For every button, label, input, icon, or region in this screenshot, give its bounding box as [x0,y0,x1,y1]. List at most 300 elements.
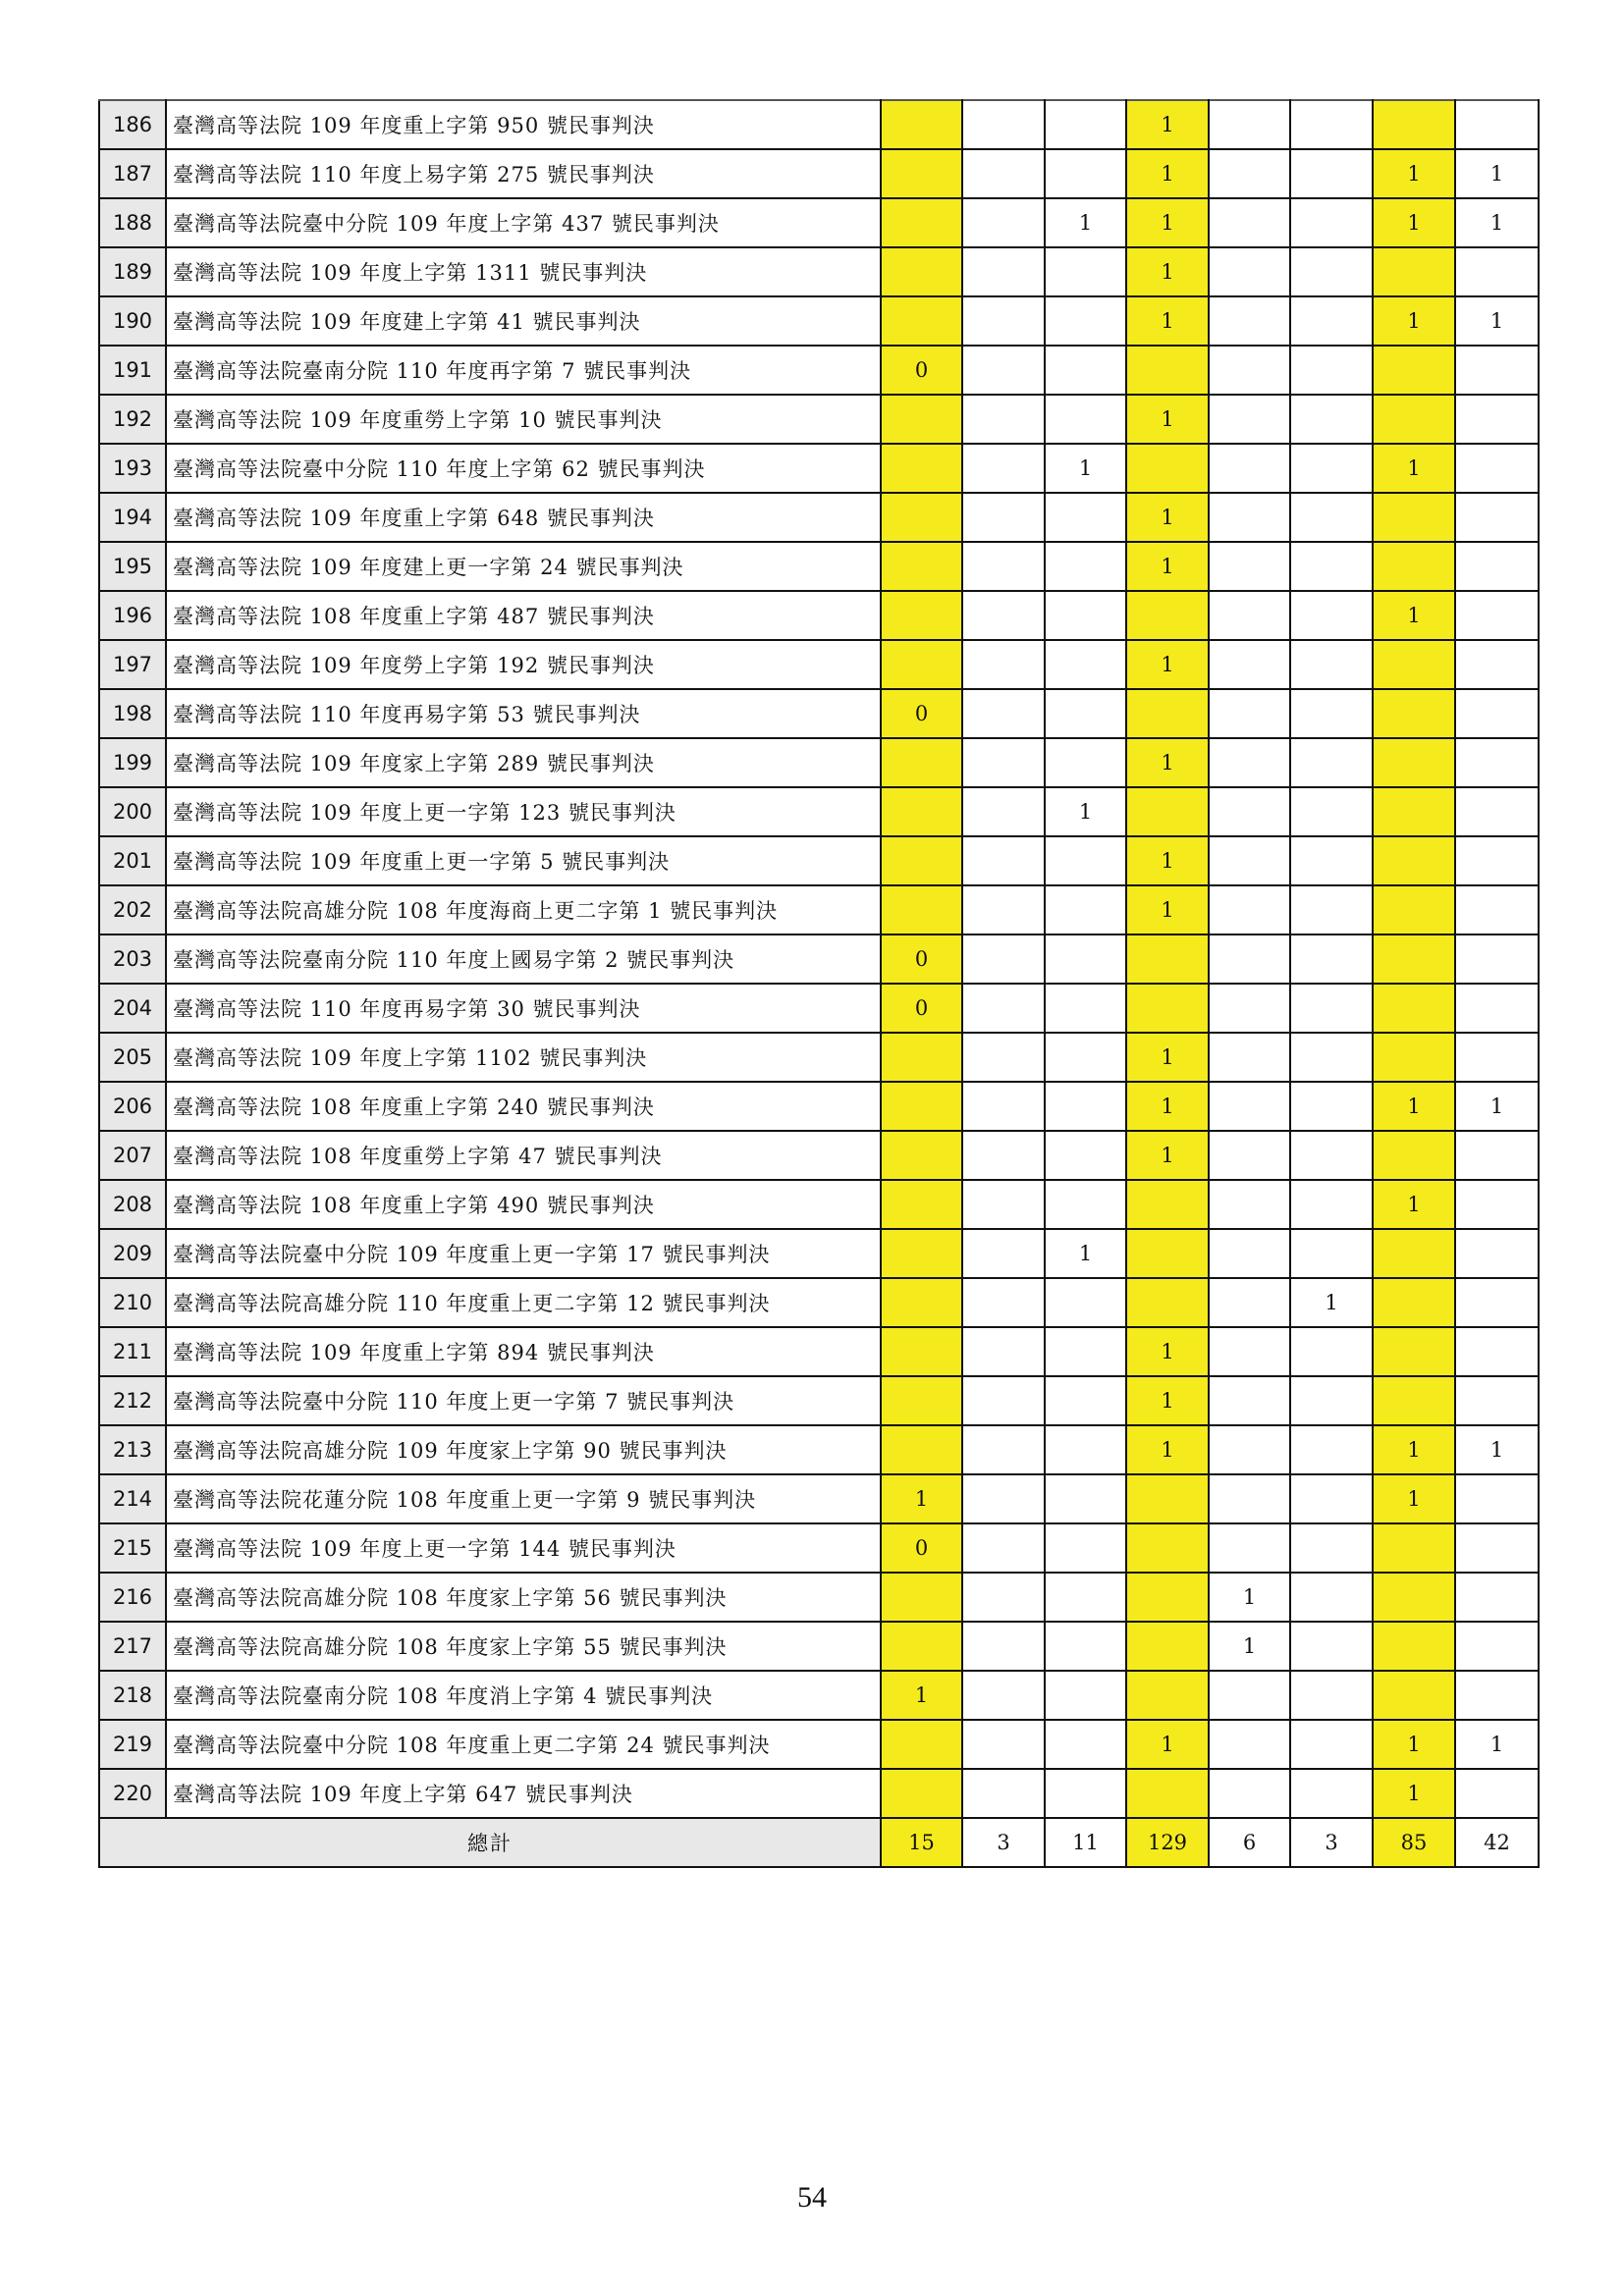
value-cell-col-7 [1373,934,1455,984]
row-number: 206 [99,1082,166,1131]
value-cell-col-5 [1209,1278,1290,1327]
value-cell-col-7: 1 [1373,1425,1455,1474]
row-number: 208 [99,1180,166,1229]
value-cell-col-5: 1 [1209,1573,1290,1622]
value-cell-col-8 [1455,542,1539,591]
value-cell-col-5 [1209,247,1290,296]
value-cell-col-5 [1209,1425,1290,1474]
judgment-name: 臺灣高等法院臺南分院 110 年度再字第 7 號民事判決 [166,346,881,395]
value-cell-col-3 [1045,395,1126,444]
row-number: 220 [99,1769,166,1818]
value-cell-col-4 [1126,1523,1209,1573]
value-cell-col-3: 1 [1045,198,1126,247]
value-cell-col-8 [1455,346,1539,395]
value-cell-col-5 [1209,934,1290,984]
value-cell-col-8 [1455,1131,1539,1180]
value-cell-col-1 [881,1720,962,1769]
value-cell-col-2 [962,100,1045,149]
value-cell-col-1 [881,1278,962,1327]
row-number: 202 [99,885,166,934]
total-cell-col-5: 6 [1209,1818,1290,1867]
judgment-name: 臺灣高等法院 108 年度重上字第 240 號民事判決 [166,1082,881,1131]
value-cell-col-4 [1126,1180,1209,1229]
value-cell-col-5 [1209,1720,1290,1769]
row-number: 187 [99,149,166,198]
table-row [99,1180,1539,1229]
value-cell-col-8 [1455,640,1539,689]
value-cell-col-8 [1455,1523,1539,1573]
value-cell-col-2 [962,1573,1045,1622]
value-cell-col-8 [1455,247,1539,296]
value-cell-col-3 [1045,1278,1126,1327]
value-cell-col-6 [1290,100,1373,149]
value-cell-col-6 [1290,247,1373,296]
value-cell-col-2 [962,542,1045,591]
total-cell-col-6: 3 [1290,1818,1373,1867]
value-cell-col-7 [1373,640,1455,689]
value-cell-col-5 [1209,1523,1290,1573]
table-row [99,984,1539,1033]
value-cell-col-7 [1373,885,1455,934]
value-cell-col-7: 1 [1373,1474,1455,1523]
row-number: 212 [99,1376,166,1425]
value-cell-col-6 [1290,1769,1373,1818]
table-row [99,738,1539,787]
table-row [99,444,1539,493]
value-cell-col-2 [962,984,1045,1033]
value-cell-col-4: 1 [1126,836,1209,885]
value-cell-col-5 [1209,1229,1290,1278]
value-cell-col-8: 1 [1455,198,1539,247]
value-cell-col-1: 1 [881,1671,962,1720]
judgment-name: 臺灣高等法院臺南分院 108 年度消上字第 4 號民事判決 [166,1671,881,1720]
value-cell-col-6 [1290,542,1373,591]
value-cell-col-2 [962,395,1045,444]
value-cell-col-1: 0 [881,934,962,984]
value-cell-col-1: 0 [881,689,962,738]
value-cell-col-7: 1 [1373,296,1455,346]
value-cell-col-5 [1209,1327,1290,1376]
value-cell-col-4: 1 [1126,395,1209,444]
total-cell-col-8: 42 [1455,1818,1539,1867]
table-row [99,1131,1539,1180]
row-number: 188 [99,198,166,247]
table-row [99,493,1539,542]
judgment-name: 臺灣高等法院 109 年度勞上字第 192 號民事判決 [166,640,881,689]
value-cell-col-1 [881,149,962,198]
value-cell-col-6 [1290,1474,1373,1523]
value-cell-col-6 [1290,1376,1373,1425]
value-cell-col-2 [962,885,1045,934]
judgment-name: 臺灣高等法院 109 年度重上字第 950 號民事判決 [166,100,881,149]
row-number: 192 [99,395,166,444]
value-cell-col-3 [1045,1671,1126,1720]
value-cell-col-5 [1209,984,1290,1033]
value-cell-col-5 [1209,738,1290,787]
value-cell-col-8 [1455,1278,1539,1327]
value-cell-col-4: 1 [1126,198,1209,247]
judgment-name: 臺灣高等法院臺中分院 109 年度上字第 437 號民事判決 [166,198,881,247]
value-cell-col-5 [1209,1180,1290,1229]
table-row [99,1425,1539,1474]
value-cell-col-4 [1126,346,1209,395]
judgment-name: 臺灣高等法院花蓮分院 108 年度重上更一字第 9 號民事判決 [166,1474,881,1523]
value-cell-col-8 [1455,689,1539,738]
row-number: 200 [99,787,166,836]
value-cell-col-2 [962,689,1045,738]
value-cell-col-8 [1455,1229,1539,1278]
value-cell-col-1 [881,1376,962,1425]
value-cell-col-7 [1373,1278,1455,1327]
value-cell-col-1 [881,836,962,885]
value-cell-col-4: 1 [1126,493,1209,542]
value-cell-col-1 [881,1033,962,1082]
value-cell-col-6 [1290,787,1373,836]
judgment-name: 臺灣高等法院 109 年度上更一字第 144 號民事判決 [166,1523,881,1573]
judgment-name: 臺灣高等法院 109 年度重勞上字第 10 號民事判決 [166,395,881,444]
row-number: 191 [99,346,166,395]
table-row [99,1622,1539,1671]
judgment-name: 臺灣高等法院 108 年度重勞上字第 47 號民事判決 [166,1131,881,1180]
value-cell-col-2 [962,738,1045,787]
value-cell-col-3 [1045,1376,1126,1425]
value-cell-col-6 [1290,1180,1373,1229]
value-cell-col-6 [1290,934,1373,984]
judgment-name: 臺灣高等法院 109 年度建上字第 41 號民事判決 [166,296,881,346]
value-cell-col-1 [881,100,962,149]
value-cell-col-3 [1045,738,1126,787]
value-cell-col-3 [1045,591,1126,640]
value-cell-col-2 [962,149,1045,198]
value-cell-col-3 [1045,1523,1126,1573]
value-cell-col-8 [1455,1033,1539,1082]
value-cell-col-5 [1209,1769,1290,1818]
table-row [99,885,1539,934]
value-cell-col-2 [962,247,1045,296]
value-cell-col-6 [1290,444,1373,493]
value-cell-col-6 [1290,198,1373,247]
judgment-name: 臺灣高等法院臺中分院 109 年度重上更一字第 17 號民事判決 [166,1229,881,1278]
value-cell-col-6 [1290,689,1373,738]
totals-label: 總計 [99,1818,881,1867]
judgment-name: 臺灣高等法院 110 年度再易字第 30 號民事判決 [166,984,881,1033]
row-number: 207 [99,1131,166,1180]
table-row [99,1474,1539,1523]
judgment-name: 臺灣高等法院高雄分院 110 年度重上更二字第 12 號民事判決 [166,1278,881,1327]
value-cell-col-5 [1209,689,1290,738]
value-cell-col-2 [962,836,1045,885]
value-cell-col-5 [1209,640,1290,689]
value-cell-col-8 [1455,1622,1539,1671]
page-number: 54 [797,2181,827,2214]
value-cell-col-1 [881,1327,962,1376]
table-row [99,1229,1539,1278]
value-cell-col-6 [1290,1622,1373,1671]
value-cell-col-5 [1209,885,1290,934]
value-cell-col-7: 1 [1373,1082,1455,1131]
value-cell-col-6 [1290,984,1373,1033]
value-cell-col-2 [962,1425,1045,1474]
value-cell-col-7 [1373,1376,1455,1425]
value-cell-col-3 [1045,100,1126,149]
value-cell-col-8 [1455,1327,1539,1376]
value-cell-col-2 [962,296,1045,346]
value-cell-col-1 [881,296,962,346]
value-cell-col-8 [1455,395,1539,444]
value-cell-col-2 [962,1671,1045,1720]
value-cell-col-2 [962,1376,1045,1425]
table-row [99,1327,1539,1376]
value-cell-col-3 [1045,885,1126,934]
row-number: 209 [99,1229,166,1278]
value-cell-col-1: 0 [881,984,962,1033]
table-row [99,836,1539,885]
value-cell-col-2 [962,1131,1045,1180]
judgment-name: 臺灣高等法院臺中分院 110 年度上字第 62 號民事判決 [166,444,881,493]
value-cell-col-4: 1 [1126,247,1209,296]
value-cell-col-2 [962,1033,1045,1082]
value-cell-col-4: 1 [1126,1376,1209,1425]
value-cell-col-2 [962,1720,1045,1769]
value-cell-col-8 [1455,836,1539,885]
table-row [99,542,1539,591]
value-cell-col-2 [962,1327,1045,1376]
judgment-name: 臺灣高等法院 109 年度上字第 647 號民事判決 [166,1769,881,1818]
row-number: 211 [99,1327,166,1376]
value-cell-col-7: 1 [1373,591,1455,640]
value-cell-col-1: 1 [881,1474,962,1523]
value-cell-col-5 [1209,787,1290,836]
value-cell-col-6 [1290,836,1373,885]
row-number: 205 [99,1033,166,1082]
value-cell-col-5 [1209,1033,1290,1082]
value-cell-col-5 [1209,836,1290,885]
value-cell-col-3 [1045,1425,1126,1474]
value-cell-col-8: 1 [1455,1425,1539,1474]
judgment-name: 臺灣高等法院高雄分院 108 年度家上字第 56 號民事判決 [166,1573,881,1622]
total-cell-col-3: 11 [1045,1818,1126,1867]
table-row [99,689,1539,738]
value-cell-col-4 [1126,689,1209,738]
value-cell-col-8 [1455,444,1539,493]
table-row [99,1769,1539,1818]
value-cell-col-7 [1373,100,1455,149]
value-cell-col-6 [1290,1327,1373,1376]
row-number: 204 [99,984,166,1033]
value-cell-col-5 [1209,346,1290,395]
value-cell-col-2 [962,1229,1045,1278]
row-number: 193 [99,444,166,493]
value-cell-col-8 [1455,591,1539,640]
value-cell-col-4: 1 [1126,542,1209,591]
value-cell-col-4: 1 [1126,100,1209,149]
value-cell-col-4: 1 [1126,296,1209,346]
value-cell-col-5 [1209,1474,1290,1523]
judgment-statistics-table [98,99,1540,1868]
value-cell-col-2 [962,198,1045,247]
value-cell-col-8 [1455,1671,1539,1720]
table-row [99,591,1539,640]
value-cell-col-3 [1045,247,1126,296]
judgment-name: 臺灣高等法院高雄分院 108 年度家上字第 55 號民事判決 [166,1622,881,1671]
value-cell-col-4 [1126,1622,1209,1671]
table-row [99,640,1539,689]
value-cell-col-5 [1209,296,1290,346]
judgment-name: 臺灣高等法院 109 年度上更一字第 123 號民事判決 [166,787,881,836]
table-row [99,1033,1539,1082]
judgment-name: 臺灣高等法院高雄分院 109 年度家上字第 90 號民事判決 [166,1425,881,1474]
value-cell-col-7 [1373,395,1455,444]
value-cell-col-6 [1290,1573,1373,1622]
value-cell-col-6 [1290,1033,1373,1082]
value-cell-col-4 [1126,1474,1209,1523]
row-number: 218 [99,1671,166,1720]
value-cell-col-8 [1455,787,1539,836]
value-cell-col-6 [1290,346,1373,395]
table-row [99,149,1539,198]
judgment-name: 臺灣高等法院臺中分院 108 年度重上更二字第 24 號民事判決 [166,1720,881,1769]
value-cell-col-7: 1 [1373,149,1455,198]
value-cell-col-4: 1 [1126,1425,1209,1474]
value-cell-col-6 [1290,493,1373,542]
value-cell-col-5 [1209,1671,1290,1720]
judgment-name: 臺灣高等法院 110 年度再易字第 53 號民事判決 [166,689,881,738]
row-number: 219 [99,1720,166,1769]
value-cell-col-3 [1045,1720,1126,1769]
value-cell-col-4: 1 [1126,1082,1209,1131]
value-cell-col-6 [1290,296,1373,346]
value-cell-col-7: 1 [1373,198,1455,247]
value-cell-col-6 [1290,149,1373,198]
judgment-name: 臺灣高等法院 108 年度重上字第 487 號民事判決 [166,591,881,640]
value-cell-col-8 [1455,1180,1539,1229]
judgment-name: 臺灣高等法院 109 年度建上更一字第 24 號民事判決 [166,542,881,591]
value-cell-col-7 [1373,247,1455,296]
table-row [99,1523,1539,1573]
value-cell-col-1 [881,493,962,542]
value-cell-col-8: 1 [1455,296,1539,346]
table-row [99,247,1539,296]
value-cell-col-5 [1209,1131,1290,1180]
value-cell-col-7 [1373,1622,1455,1671]
value-cell-col-8 [1455,493,1539,542]
value-cell-col-8 [1455,100,1539,149]
value-cell-col-8 [1455,1769,1539,1818]
value-cell-col-7 [1373,787,1455,836]
judgment-name: 臺灣高等法院 108 年度重上字第 490 號民事判決 [166,1180,881,1229]
value-cell-col-4 [1126,1769,1209,1818]
value-cell-col-1 [881,885,962,934]
value-cell-col-1 [881,1082,962,1131]
row-number: 186 [99,100,166,149]
value-cell-col-2 [962,1769,1045,1818]
value-cell-col-2 [962,346,1045,395]
value-cell-col-5 [1209,395,1290,444]
value-cell-col-8: 1 [1455,149,1539,198]
value-cell-col-1 [881,1573,962,1622]
value-cell-col-1 [881,640,962,689]
table-row [99,1720,1539,1769]
value-cell-col-2 [962,640,1045,689]
value-cell-col-4: 1 [1126,640,1209,689]
value-cell-col-5 [1209,591,1290,640]
value-cell-col-4: 1 [1126,738,1209,787]
judgment-name: 臺灣高等法院 109 年度上字第 1311 號民事判決 [166,247,881,296]
value-cell-col-7 [1373,836,1455,885]
value-cell-col-4: 1 [1126,885,1209,934]
value-cell-col-1 [881,444,962,493]
value-cell-col-7 [1373,1327,1455,1376]
value-cell-col-1 [881,395,962,444]
value-cell-col-7 [1373,1229,1455,1278]
value-cell-col-4 [1126,984,1209,1033]
value-cell-col-6 [1290,1720,1373,1769]
value-cell-col-1 [881,1769,962,1818]
value-cell-col-7 [1373,1573,1455,1622]
value-cell-col-2 [962,787,1045,836]
judgment-name: 臺灣高等法院 109 年度重上更一字第 5 號民事判決 [166,836,881,885]
value-cell-col-2 [962,934,1045,984]
value-cell-col-6: 1 [1290,1278,1373,1327]
value-cell-col-3 [1045,1622,1126,1671]
row-number: 214 [99,1474,166,1523]
value-cell-col-6 [1290,1425,1373,1474]
value-cell-col-6 [1290,395,1373,444]
row-number: 197 [99,640,166,689]
value-cell-col-7: 1 [1373,1720,1455,1769]
value-cell-col-5: 1 [1209,1622,1290,1671]
value-cell-col-4: 1 [1126,1720,1209,1769]
value-cell-col-4 [1126,1671,1209,1720]
value-cell-col-6 [1290,640,1373,689]
value-cell-col-1 [881,1622,962,1671]
table-body [99,100,1539,1867]
row-number: 194 [99,493,166,542]
value-cell-col-4 [1126,1573,1209,1622]
row-number: 201 [99,836,166,885]
value-cell-col-7 [1373,1523,1455,1573]
table-row [99,100,1539,149]
value-cell-col-1 [881,738,962,787]
value-cell-col-5 [1209,100,1290,149]
value-cell-col-7: 1 [1373,1769,1455,1818]
row-number: 217 [99,1622,166,1671]
value-cell-col-5 [1209,1082,1290,1131]
totals-row [99,1818,1539,1867]
value-cell-col-3 [1045,1327,1126,1376]
table-row [99,346,1539,395]
value-cell-col-8 [1455,984,1539,1033]
value-cell-col-1: 0 [881,346,962,395]
value-cell-col-8 [1455,1573,1539,1622]
value-cell-col-6 [1290,1229,1373,1278]
value-cell-col-2 [962,1278,1045,1327]
value-cell-col-4 [1126,591,1209,640]
value-cell-col-5 [1209,1376,1290,1425]
value-cell-col-4 [1126,1229,1209,1278]
value-cell-col-8: 1 [1455,1082,1539,1131]
value-cell-col-5 [1209,542,1290,591]
value-cell-col-4: 1 [1126,1131,1209,1180]
value-cell-col-4: 1 [1126,149,1209,198]
value-cell-col-2 [962,1622,1045,1671]
total-cell-col-4: 129 [1126,1818,1209,1867]
row-number: 189 [99,247,166,296]
row-number: 215 [99,1523,166,1573]
value-cell-col-3: 1 [1045,444,1126,493]
value-cell-col-7 [1373,346,1455,395]
table-row [99,296,1539,346]
